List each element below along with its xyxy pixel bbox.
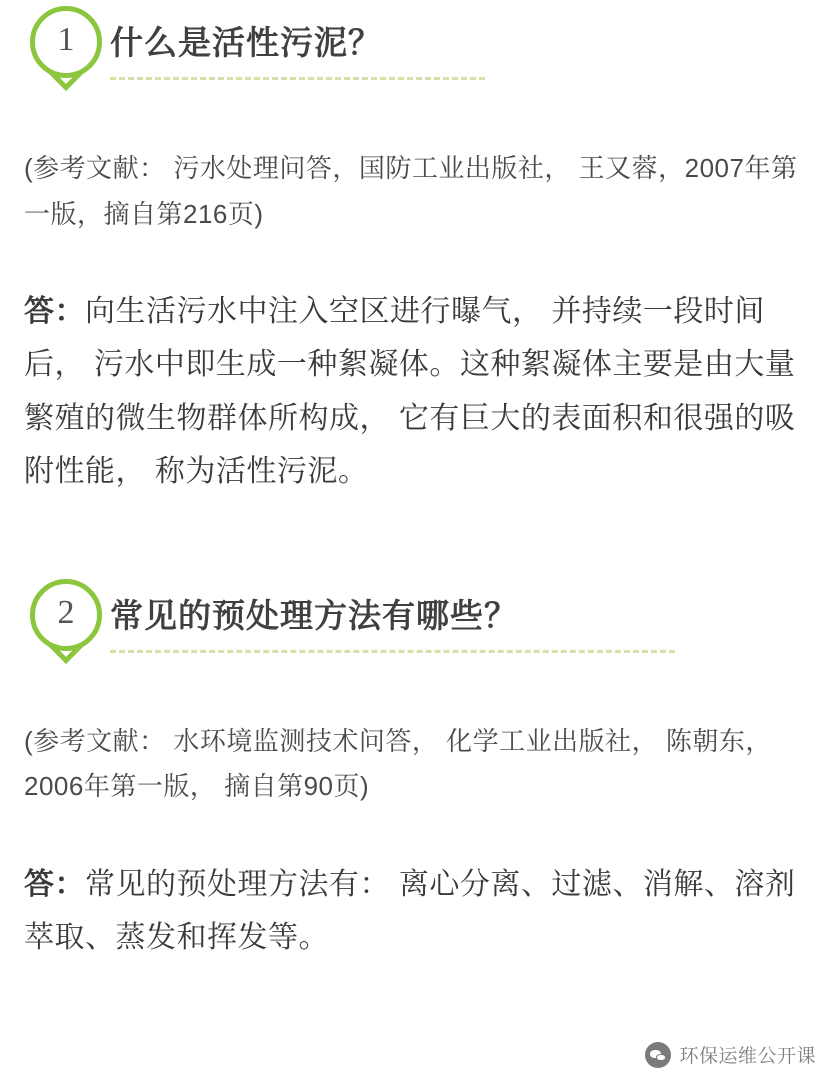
- question-answer-1: [24, 285, 808, 499]
- question-number-badge-2: [24, 573, 110, 685]
- footer-account-badge[interactable]: [645, 1041, 816, 1068]
- question-title-1: 什么是活性污泥？: [110, 24, 382, 61]
- answer-text-1: 向生活污水中注入空区进行曝气， 并持续一段时间后， 污水中即生成一种絮凝体。这种絮凝体主要是由大量繁殖的微生物群体所构成， 它有巨大的表面积和很强的吸附性能， 称为活性污泥。: [24, 295, 796, 489]
- question-number-badge-1: [24, 0, 110, 112]
- question-block-1: [24, 0, 808, 499]
- question-block-2: [24, 573, 808, 965]
- question-reference-1: (参考文献： 污水处理问答，国防工业出版社， 王又蓉，2007年第一版，摘自第216页): [24, 153, 798, 229]
- question-header-1: [24, 0, 808, 112]
- question-reference-2: (参考文献： 水环境监测技术问答， 化学工业出版社， 陈朝东， 2006年第一版， 摘自第90页): [24, 725, 772, 802]
- question-title-2: 常见的预处理方法有哪些？: [110, 596, 518, 634]
- answer-text-2: 常见的预处理方法有： 离心分离、过滤、消解、溶剂萃取、蒸发和挥发等。: [24, 867, 796, 954]
- question-answer-2: [24, 858, 808, 965]
- question-title-wrap-2: [110, 573, 808, 653]
- title-underline-1: [110, 77, 485, 80]
- wechat-icon: [645, 1042, 671, 1068]
- question-title-wrap-1: [110, 0, 808, 80]
- section-spacer: [24, 499, 808, 573]
- answer-lead-2: 答：: [24, 867, 85, 901]
- footer-account-name: 环保运维公开课: [679, 1046, 816, 1067]
- question-number-2: 2: [57, 593, 75, 631]
- answer-lead-1: 答：: [24, 295, 85, 328]
- question-header-2: [24, 573, 808, 685]
- title-underline-2: [110, 650, 675, 653]
- question-number-1: 1: [57, 21, 75, 58]
